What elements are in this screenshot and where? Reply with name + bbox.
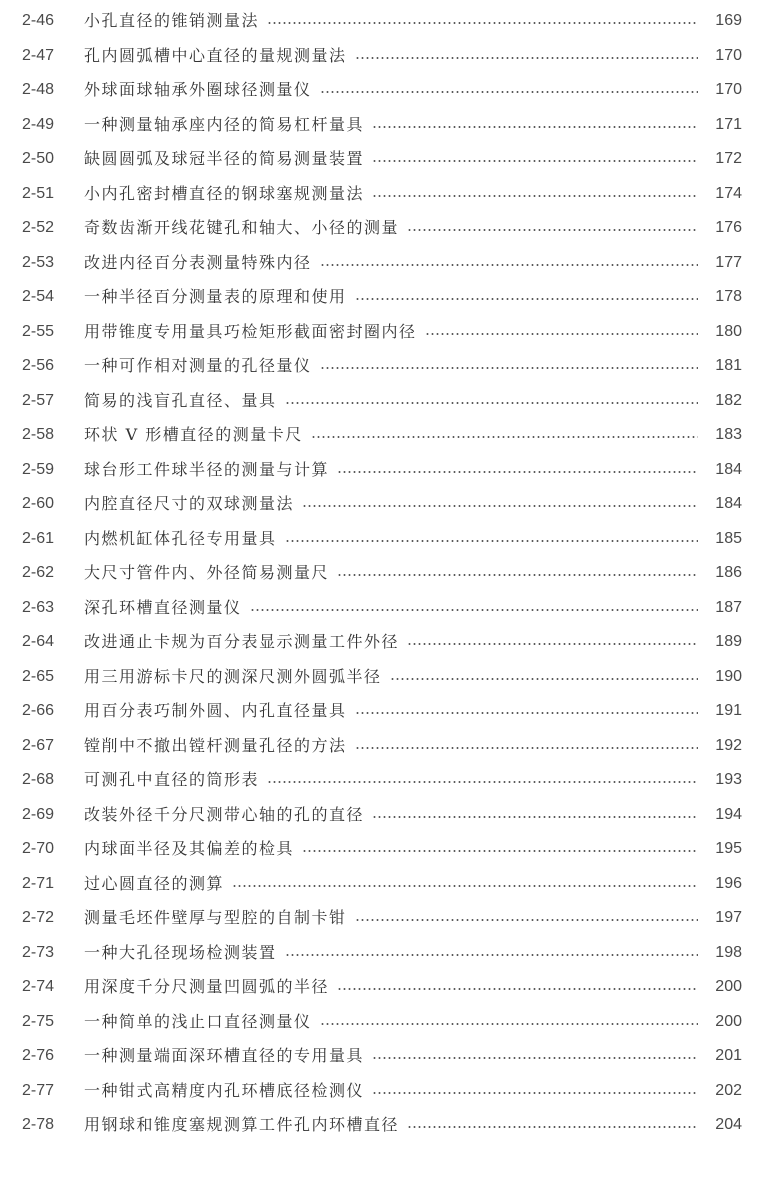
toc-entry-page: 176 bbox=[715, 219, 742, 236]
toc-entry-title: 可测孔中直径的筒形表 bbox=[84, 770, 260, 789]
toc-dot-leader bbox=[302, 505, 698, 507]
toc-dot-leader bbox=[320, 1023, 698, 1025]
toc-dot-leader bbox=[267, 22, 698, 24]
toc-entry[interactable] bbox=[22, 246, 742, 281]
toc-dot-leader bbox=[250, 609, 698, 611]
toc-entry-title: 镗削中不撤出镗杆测量孔径的方法 bbox=[84, 735, 347, 755]
toc-entry-page: 201 bbox=[715, 1047, 742, 1064]
toc-entry-page: 200 bbox=[715, 1012, 742, 1030]
toc-entry-number: 2-68 bbox=[22, 771, 55, 788]
toc-entry-number: 2-72 bbox=[22, 909, 55, 926]
toc-dot-leader bbox=[355, 712, 698, 714]
toc-entry-title: 一种可作相对测量的孔径量仪 bbox=[84, 356, 312, 375]
toc-entry[interactable] bbox=[22, 694, 742, 729]
toc-entry-number: 2-58 bbox=[22, 426, 55, 443]
toc-entry-title: 小内孔密封槽直径的钢球塞规测量法 bbox=[84, 183, 365, 203]
toc-entry-title: 用三用游标卡尺的测深尺测外圆弧半径 bbox=[84, 666, 382, 686]
toc-entry[interactable] bbox=[22, 418, 742, 453]
toc-entry-number: 2-63 bbox=[22, 598, 55, 616]
toc-entry[interactable] bbox=[22, 349, 742, 384]
toc-entry-page: 187 bbox=[715, 598, 742, 616]
toc-entry-number: 2-60 bbox=[22, 495, 55, 512]
toc-entry-page: 178 bbox=[715, 288, 742, 305]
toc-entry[interactable] bbox=[22, 1039, 742, 1074]
toc-entry-page: 177 bbox=[715, 253, 742, 271]
toc-dot-leader bbox=[372, 816, 698, 818]
toc-entry-page: 193 bbox=[715, 771, 742, 788]
toc-entry-title: 一种大孔径现场检测装置 bbox=[84, 942, 277, 962]
toc-entry[interactable] bbox=[22, 660, 742, 695]
toc-entry-title: 大尺寸管件内、外径简易测量尺 bbox=[84, 563, 330, 582]
toc-dot-leader bbox=[355, 57, 698, 59]
toc-dot-leader bbox=[425, 333, 698, 335]
toc-entry-title: 用带锥度专用量具巧检矩形截面密封圈内径 bbox=[84, 321, 417, 341]
toc-entry-page: 170 bbox=[715, 46, 742, 64]
toc-entry[interactable] bbox=[22, 591, 742, 626]
toc-entry-title: 环状 V 形槽直径的测量卡尺 bbox=[84, 425, 303, 444]
toc-entry-page: 191 bbox=[715, 702, 742, 719]
toc-entry[interactable] bbox=[22, 729, 742, 764]
toc-entry-page: 198 bbox=[715, 943, 742, 961]
toc-entry-title: 改进通止卡规为百分表显示测量工件外径 bbox=[84, 632, 400, 651]
toc-entry[interactable] bbox=[22, 763, 742, 798]
toc-entry-number: 2-76 bbox=[22, 1047, 55, 1064]
toc-entry-number: 2-66 bbox=[22, 702, 55, 719]
toc-entry-number: 2-69 bbox=[22, 805, 55, 823]
toc-entry-page: 184 bbox=[715, 460, 742, 478]
toc-entry-title: 测量毛坯件壁厚与型腔的自制卡钳 bbox=[84, 908, 347, 927]
toc-entry-page: 189 bbox=[715, 633, 742, 650]
toc-dot-leader bbox=[302, 850, 698, 852]
toc-entry[interactable] bbox=[22, 73, 742, 108]
toc-entry[interactable] bbox=[22, 901, 742, 936]
toc-entry-page: 197 bbox=[715, 909, 742, 926]
toc-entry-title: 一种钳式高精度内孔环槽底径检测仪 bbox=[84, 1080, 365, 1100]
toc-entry-page: 196 bbox=[715, 874, 742, 892]
toc-entry-number: 2-73 bbox=[22, 943, 55, 961]
toc-entry-page: 202 bbox=[715, 1081, 742, 1099]
toc-entry[interactable] bbox=[22, 453, 742, 488]
toc-dot-leader bbox=[232, 885, 698, 887]
toc-entry-title: 内燃机缸体孔径专用量具 bbox=[84, 528, 277, 548]
toc-entry-number: 2-51 bbox=[22, 184, 55, 202]
toc-dot-leader bbox=[372, 126, 698, 128]
toc-entry-page: 181 bbox=[715, 357, 742, 374]
toc-dot-leader bbox=[372, 195, 698, 197]
toc-entry-title: 一种测量轴承座内径的简易杠杆量具 bbox=[84, 114, 365, 134]
toc-dot-leader bbox=[311, 436, 698, 438]
toc-entry-number: 2-53 bbox=[22, 253, 55, 271]
toc-entry-title: 改装外径千分尺测带心轴的孔的直径 bbox=[84, 804, 365, 824]
toc-entry-page: 182 bbox=[715, 391, 742, 409]
toc-entry-title: 一种简单的浅止口直径测量仪 bbox=[84, 1011, 312, 1031]
toc-entry[interactable] bbox=[22, 867, 742, 902]
toc-entry[interactable] bbox=[22, 625, 742, 660]
toc-entry-number: 2-50 bbox=[22, 150, 55, 167]
toc-entry-title: 内球面半径及其偏差的检具 bbox=[84, 839, 295, 858]
toc-entry[interactable] bbox=[22, 142, 742, 177]
toc-entry-page: 194 bbox=[715, 805, 742, 823]
toc-entry-page: 195 bbox=[715, 840, 742, 857]
toc-entry-title: 缺圆圆弧及球冠半径的简易测量装置 bbox=[84, 149, 365, 168]
toc-entry-number: 2-71 bbox=[22, 874, 55, 892]
toc-entry-page: 180 bbox=[715, 322, 742, 340]
toc-entry-number: 2-77 bbox=[22, 1081, 55, 1099]
toc-dot-leader bbox=[320, 264, 698, 266]
toc-dot-leader bbox=[337, 471, 698, 473]
toc-entry[interactable] bbox=[22, 39, 742, 74]
toc-dot-leader bbox=[355, 747, 698, 749]
toc-entry-page: 184 bbox=[715, 495, 742, 512]
toc-dot-leader bbox=[390, 678, 698, 680]
toc-dot-leader bbox=[407, 229, 698, 231]
toc-entry-number: 2-62 bbox=[22, 564, 55, 581]
toc-entry-title: 过心圆直径的测算 bbox=[84, 873, 225, 893]
toc-dot-leader bbox=[267, 781, 698, 783]
toc-entry-title: 用深度千分尺测量凹圆弧的半径 bbox=[84, 977, 330, 996]
toc-entry[interactable] bbox=[22, 1074, 742, 1109]
toc-entry-page: 183 bbox=[715, 426, 742, 443]
toc-dot-leader bbox=[320, 91, 698, 93]
toc-dot-leader bbox=[372, 1057, 698, 1059]
toc-entry[interactable] bbox=[22, 177, 742, 212]
toc-entry-page: 204 bbox=[715, 1116, 742, 1133]
toc-entry-number: 2-54 bbox=[22, 288, 55, 305]
toc-entry[interactable] bbox=[22, 1108, 742, 1143]
toc-entry-number: 2-70 bbox=[22, 840, 55, 857]
toc-dot-leader bbox=[337, 988, 698, 990]
toc-entry-title: 球台形工件球半径的测量与计算 bbox=[84, 459, 330, 479]
toc-entry-number: 2-75 bbox=[22, 1012, 55, 1030]
toc-dot-leader bbox=[372, 1092, 698, 1094]
toc-entry-number: 2-52 bbox=[22, 219, 55, 236]
toc-dot-leader bbox=[355, 298, 698, 300]
toc-dot-leader bbox=[285, 402, 698, 404]
toc-dot-leader bbox=[355, 919, 698, 921]
toc-entry[interactable] bbox=[22, 487, 742, 522]
toc-entry-number: 2-59 bbox=[22, 460, 55, 478]
toc-dot-leader bbox=[285, 540, 698, 542]
toc-dot-leader bbox=[337, 574, 698, 576]
toc-entry-title: 孔内圆弧槽中心直径的量规测量法 bbox=[84, 45, 347, 65]
toc-entry-number: 2-56 bbox=[22, 357, 55, 374]
toc-entry-page: 185 bbox=[715, 529, 742, 547]
toc-entry-page: 190 bbox=[715, 667, 742, 685]
toc-entry-page: 192 bbox=[715, 736, 742, 754]
toc-entry[interactable] bbox=[22, 832, 742, 867]
toc-entry[interactable] bbox=[22, 522, 742, 557]
toc-entry[interactable] bbox=[22, 4, 742, 39]
toc-entry[interactable] bbox=[22, 556, 742, 591]
toc-entry-page: 174 bbox=[715, 184, 742, 202]
toc-entry-number: 2-55 bbox=[22, 322, 55, 340]
toc-dot-leader bbox=[372, 160, 698, 162]
toc-entry-title: 一种半径百分测量表的原理和使用 bbox=[84, 287, 347, 306]
toc-entry-title: 简易的浅盲孔直径、量具 bbox=[84, 390, 277, 410]
toc-entry-number: 2-78 bbox=[22, 1116, 55, 1133]
toc-entry-number: 2-47 bbox=[22, 46, 55, 64]
toc-entry-page: 170 bbox=[715, 81, 742, 98]
toc-dot-leader bbox=[407, 643, 698, 645]
toc-dot-leader bbox=[285, 954, 698, 956]
toc-dot-leader bbox=[320, 367, 698, 369]
toc-entry-title: 一种测量端面深环槽直径的专用量具 bbox=[84, 1046, 365, 1065]
toc-entry[interactable] bbox=[22, 108, 742, 143]
toc-dot-leader bbox=[407, 1126, 698, 1128]
toc-entry-title: 用百分表巧制外圆、内孔直径量具 bbox=[84, 701, 347, 720]
toc-entry-number: 2-74 bbox=[22, 978, 55, 995]
toc-entry[interactable] bbox=[22, 315, 742, 350]
toc-entry-page: 169 bbox=[715, 12, 742, 29]
toc-entry-title: 深孔环槽直径测量仪 bbox=[84, 597, 242, 617]
toc-entry-title: 外球面球轴承外圈球径测量仪 bbox=[84, 80, 312, 99]
toc-entry-page: 172 bbox=[715, 150, 742, 167]
toc-entry[interactable] bbox=[22, 798, 742, 833]
toc-entry[interactable] bbox=[22, 211, 742, 246]
toc-entry[interactable] bbox=[22, 384, 742, 419]
table-of-contents bbox=[22, 4, 742, 1143]
toc-entry-number: 2-46 bbox=[22, 12, 55, 29]
toc-entry[interactable] bbox=[22, 936, 742, 971]
toc-entry-page: 200 bbox=[715, 978, 742, 995]
toc-entry-number: 2-65 bbox=[22, 667, 55, 685]
toc-entry[interactable] bbox=[22, 1005, 742, 1040]
toc-entry[interactable] bbox=[22, 970, 742, 1005]
toc-entry-title: 内腔直径尺寸的双球测量法 bbox=[84, 494, 295, 513]
toc-entry-number: 2-49 bbox=[22, 115, 55, 133]
toc-entry-title: 奇数齿渐开线花键孔和轴大、小径的测量 bbox=[84, 218, 400, 237]
toc-entry-page: 186 bbox=[715, 564, 742, 581]
toc-entry-number: 2-61 bbox=[22, 529, 55, 547]
toc-entry-title: 用钢球和锥度塞规测算工件孔内环槽直径 bbox=[84, 1115, 400, 1134]
toc-entry-title: 小孔直径的锥销测量法 bbox=[84, 11, 260, 30]
toc-entry-number: 2-48 bbox=[22, 81, 55, 98]
toc-entry-number: 2-64 bbox=[22, 633, 55, 650]
toc-entry-title: 改进内径百分表测量特殊内径 bbox=[84, 252, 312, 272]
toc-entry-number: 2-57 bbox=[22, 391, 55, 409]
toc-entry-page: 171 bbox=[715, 115, 742, 133]
toc-entry-number: 2-67 bbox=[22, 736, 55, 754]
toc-entry[interactable] bbox=[22, 280, 742, 315]
